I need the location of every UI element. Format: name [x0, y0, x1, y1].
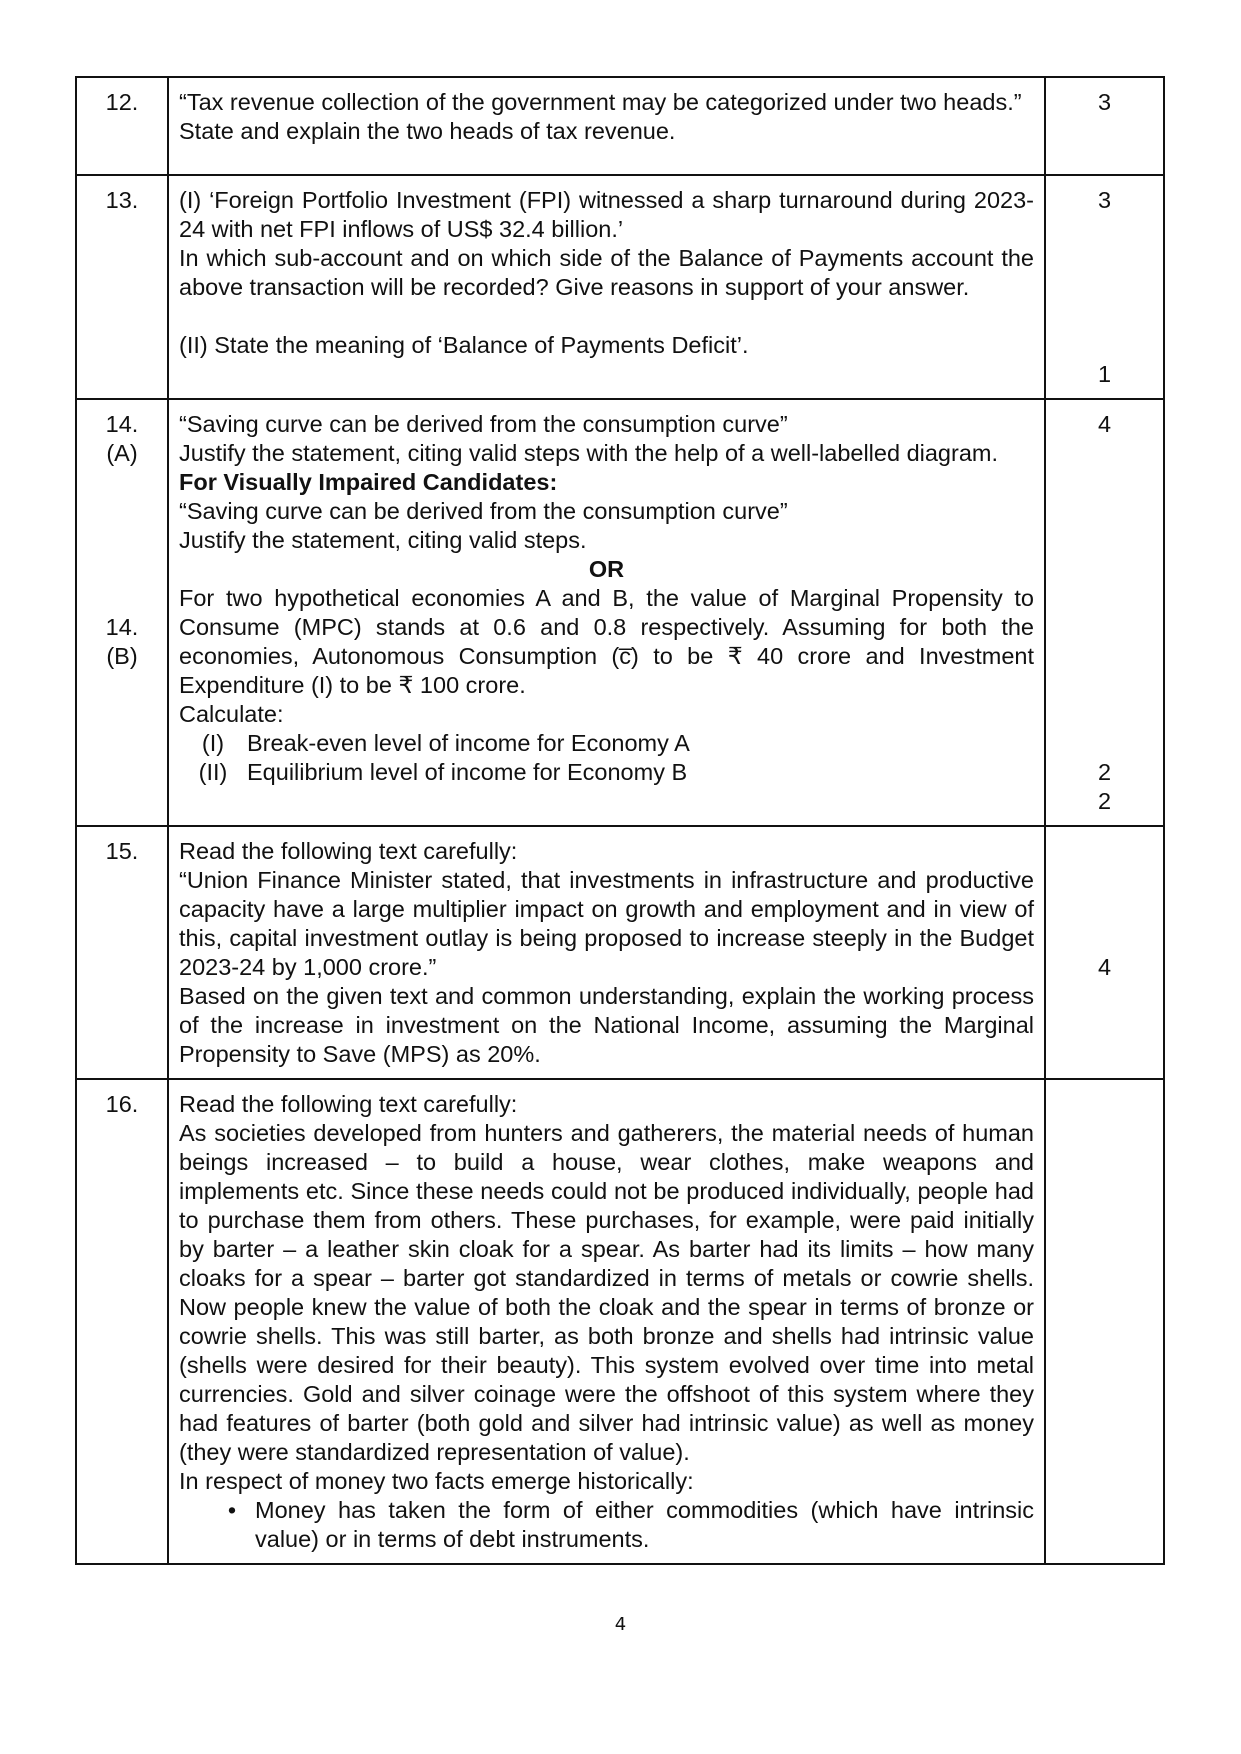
page-number: 4 — [614, 1614, 627, 1635]
bullet-item — [179, 1496, 1034, 1554]
sub-question-number: (I) — [201, 730, 225, 756]
question-marks — [1045, 175, 1164, 399]
sub-question-text: Break-even level of income for Economy A — [247, 730, 690, 756]
marks-sub-2: 2 — [1097, 788, 1112, 814]
question-line: “Saving curve can be derived from the consumption curve” — [179, 411, 788, 437]
question-marks: 3 — [1045, 77, 1164, 175]
marks-part-1: 3 — [1097, 187, 1112, 213]
question-task: Based on the given text and common understanding, explain the working process of the increase in investment on the National Income, assuming the Marginal Propensity to Save (MPS) as 20%. — [179, 983, 1034, 1067]
bullet-icon: • — [227, 1497, 237, 1523]
question-row-15 — [76, 826, 1164, 1079]
sub-question-number: (II) — [198, 759, 228, 785]
marks-part-a: 4 — [1097, 411, 1112, 437]
question-part-1: (I) ‘Foreign Portfolio Investment (FPI) witnessed a sharp turnaround during 2023-24 with net FPI inflows of US$ 32.4 billion.’ — [179, 187, 1034, 242]
question-line: For two hypothetical economies A and B, the value of Marginal Propensity to Consume (MPC) stands at 0.6 and 0.8 respectively. Assuming for both the economies, Autonomous Consumption (c̅) to be ₹ 40 crore and Investment Expenditure (I) to be ₹ 100 crore. — [179, 585, 1034, 698]
question-passage: As societies developed from hunters and gatherers, the material needs of human beings increased – to build a house, wear clothes, make weapons and implements etc. Since these needs could not be produced individually, people had to purchase them from others. These purchases, for example, were paid initially by barter – a leather skin cloak for a spear. As barter had its limits – how many cloaks for a spear – barter got standardized in terms of metals or cowrie shells. Now people knew the value of both the cloak and the spear in terms of bronze or cowrie shells. This was still barter, as both bronze and shells had intrinsic value (shells were desired for their beauty). This system evolved over time into metal currencies. Gold and silver coinage were the offshoot of this system where they had features of barter (both gold and silver had intrinsic value) as well as money (they were standardized representation of value). — [179, 1120, 1034, 1465]
facts-intro: In respect of money two facts emerge historically: — [179, 1468, 694, 1494]
question-number: 13. — [76, 175, 168, 399]
question-marks — [1045, 1079, 1164, 1564]
or-separator: OR — [588, 556, 625, 582]
question-text — [168, 399, 1045, 826]
question-quote: “Union Finance Minister stated, that investments in infrastructure and productive capacity have a large multiplier impact on growth and employment and in view of this, capital investment outlay is being proposed to increase steeply in the Budget 2023-24 by 1,000 crore.” — [179, 867, 1034, 980]
question-line: “Tax revenue collection of the government may be categorized under two heads.” — [179, 89, 1022, 115]
question-line: Justify the statement, citing valid steps. — [179, 527, 587, 553]
question-part-1-detail: In which sub-account and on which side of the Balance of Payments account the above transaction will be recorded? Give reasons in support of your answer. — [179, 245, 1034, 300]
question-number — [76, 399, 168, 826]
question-number: 15. — [76, 826, 168, 1079]
question-part-2: (II) State the meaning of ‘Balance of Payments Deficit’. — [179, 332, 749, 358]
question-number-a: 14. — [105, 411, 139, 437]
visually-impaired-heading: For Visually Impaired Candidates: — [179, 469, 558, 495]
question-text — [168, 175, 1045, 399]
question-intro: Read the following text carefully: — [179, 838, 518, 864]
question-row-14 — [76, 399, 1164, 826]
question-row-13 — [76, 175, 1164, 399]
question-marks — [1045, 399, 1164, 826]
question-text — [168, 826, 1045, 1079]
question-number-b: 14. — [105, 614, 139, 640]
sub-question-text: Equilibrium level of income for Economy B — [247, 759, 688, 785]
question-table — [75, 76, 1165, 1565]
marks-part-2: 1 — [1097, 361, 1112, 387]
question-number: 16. — [76, 1079, 168, 1564]
question-line: “Saving curve can be derived from the consumption curve” — [179, 498, 788, 524]
question-text — [168, 77, 1045, 175]
question-line: State and explain the two heads of tax revenue. — [179, 118, 676, 144]
question-marks — [1045, 826, 1164, 1079]
question-row-16 — [76, 1079, 1164, 1564]
bullet-text: Money has taken the form of either commodities (which have intrinsic value) or in terms of debt instruments. — [255, 1497, 1034, 1552]
sub-question — [179, 729, 1034, 758]
question-number: 12. — [76, 77, 168, 175]
question-label-b: (B) — [106, 643, 138, 669]
question-line: Justify the statement, citing valid steps with the help of a well-labelled diagram. — [179, 440, 999, 466]
sub-question — [179, 758, 1034, 787]
question-intro: Read the following text carefully: — [179, 1091, 518, 1117]
question-label-a: (A) — [106, 440, 138, 466]
marks-value: 4 — [1097, 954, 1112, 980]
question-row-12 — [76, 77, 1164, 175]
marks-sub-1: 2 — [1097, 759, 1112, 785]
question-text — [168, 1079, 1045, 1564]
calculate-label: Calculate: — [179, 701, 284, 727]
